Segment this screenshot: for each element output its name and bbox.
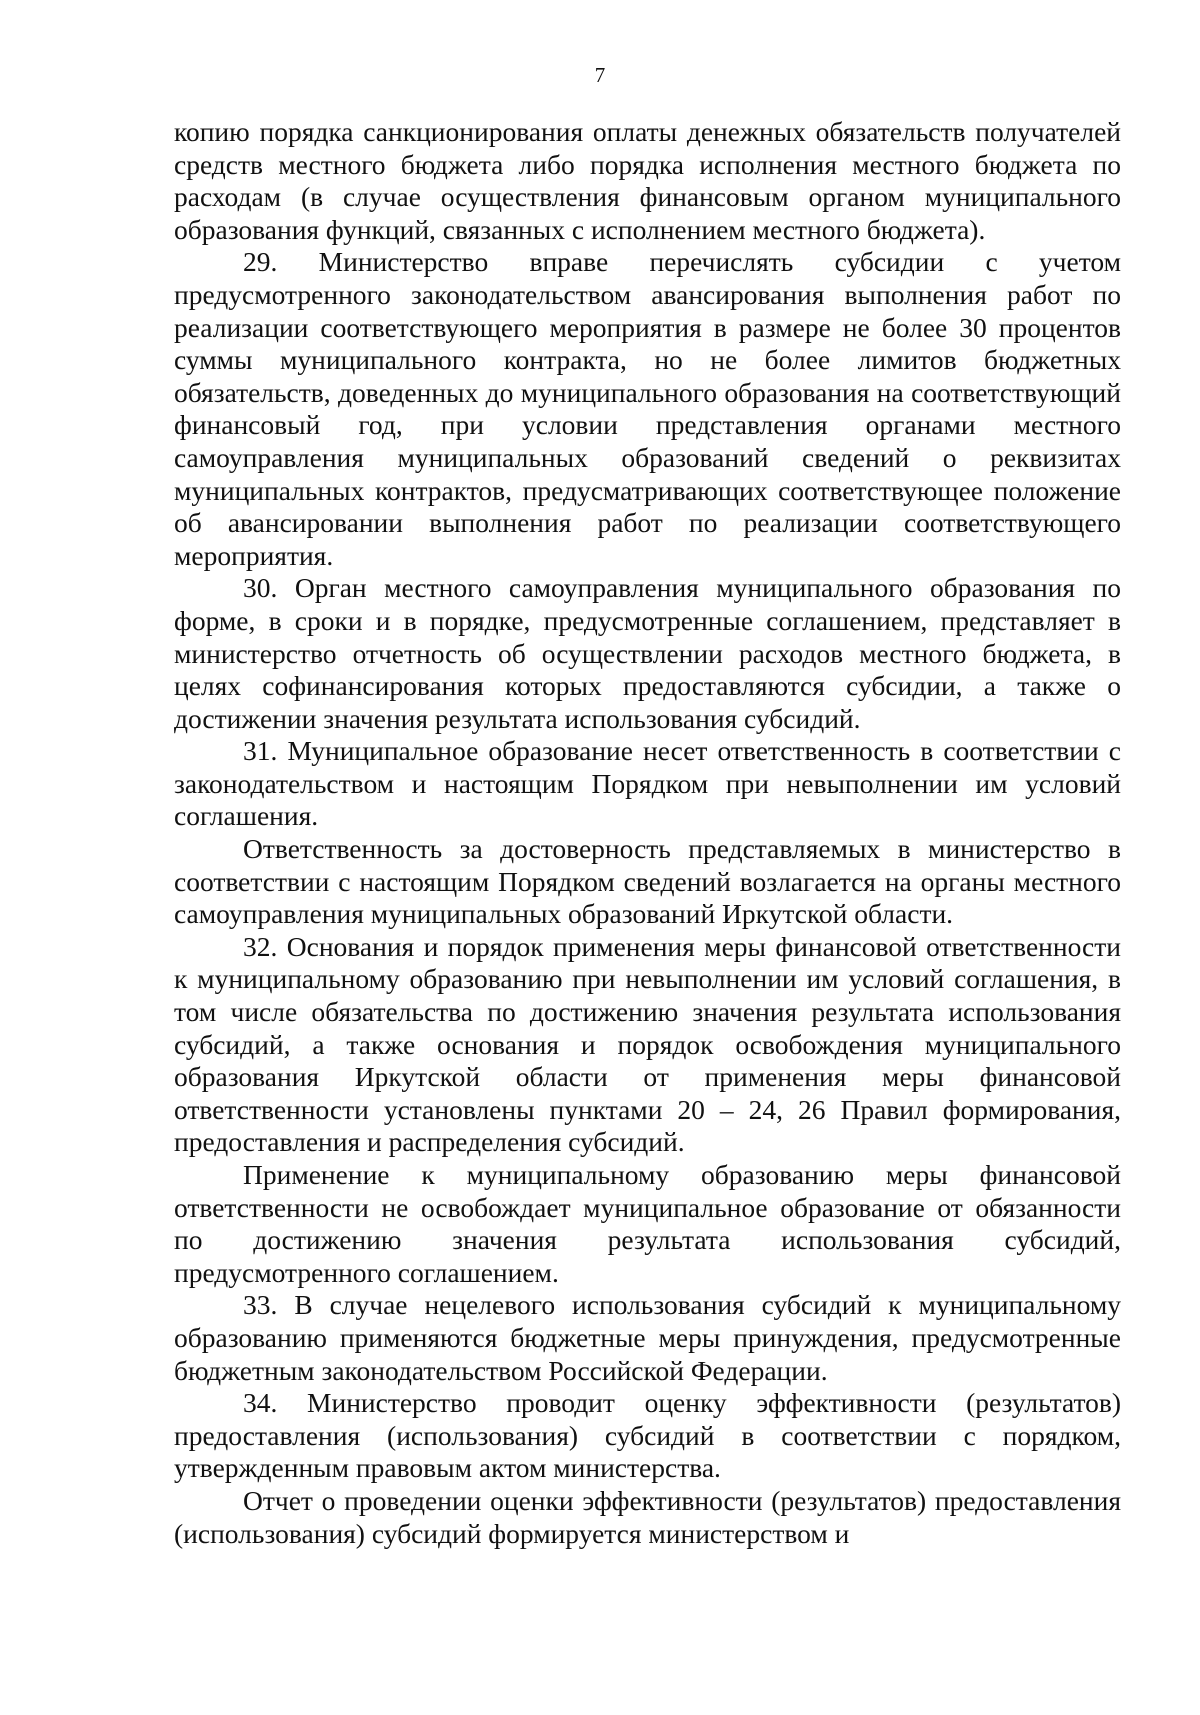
paragraph-30: 30. Орган местного самоуправления муниципального образования по форме, в сроки и в порядке, предусмотренные соглашением, представляет в министерство отчетность об осуществлении расходов местного бюджета, в целях софинансирования которых предоставляются субсидии, а также о достижении значения результата использования субсидий. <box>174 572 1121 734</box>
paragraph-31-responsibility: Ответственность за достоверность представляемых в министерство в соответствии с настоящим Порядком сведений возлагается на органы местного самоуправления муниципальных образований Иркутской области. <box>174 833 1121 930</box>
paragraph-31: 31. Муниципальное образование несет ответственность в соответствии с законодательством и настоящим Порядком при невыполнении им условий соглашения. <box>174 735 1121 832</box>
paragraph-33: 33. В случае нецелевого использования субсидий к муниципальному образованию применяются бюджетные меры принуждения, предусмотренные бюджетным законодательством Российской Федерации. <box>174 1289 1121 1386</box>
paragraph-continuation: копию порядка санкционирования оплаты денежных обязательств получателей средств местного бюджета либо порядка исполнения местного бюджета по расходам (в случае осуществления финансовым органом муниципального образования функций, связанных с исполнением местного бюджета). <box>174 116 1121 245</box>
document-body <box>174 116 1121 1550</box>
page-number: 7 <box>594 63 606 87</box>
paragraph-32: 32. Основания и порядок применения меры финансовой ответственности к муниципальному образованию при невыполнении им условий соглашения, в том числе обязательства по достижению значения результата использования субсидий, а также основания и порядок освобождения муниципального образования Иркутской области от применения меры финансовой ответственности установлены пунктами 20 – 24, 26 Правил формирования, предоставления и распределения субсидий. <box>174 930 1121 1158</box>
paragraph-29: 29. Министерство вправе перечислять субсидии с учетом предусмотренного законодательством авансирования выполнения работ по реализации соответствующего мероприятия в размере не более 30 процентов суммы муниципального контракта, но не более лимитов бюджетных обязательств, доведенных до муниципального образования на соответствующий финансовый год, при условии представления органами местного самоуправления муниципальных образований сведений о реквизитах муниципальных контрактов, предусматривающих соответствующее положение об авансировании выполнения работ по реализации соответствующего мероприятия. <box>174 246 1121 571</box>
paragraph-34: 34. Министерство проводит оценку эффективности (результатов) предоставления (использования) субсидий в соответствии с порядком, утвержденным правовым актом министерства. <box>174 1387 1121 1484</box>
paragraph-32-application: Применение к муниципальному образованию меры финансовой ответственности не освобождает муниципальное образование от обязанности по достижению значения результата использования субсидий, предусмотренного соглашением. <box>174 1159 1121 1288</box>
paragraph-34-report: Отчет о проведении оценки эффективности (результатов) предоставления (использования) субсидий формируется министерством и <box>174 1484 1121 1549</box>
